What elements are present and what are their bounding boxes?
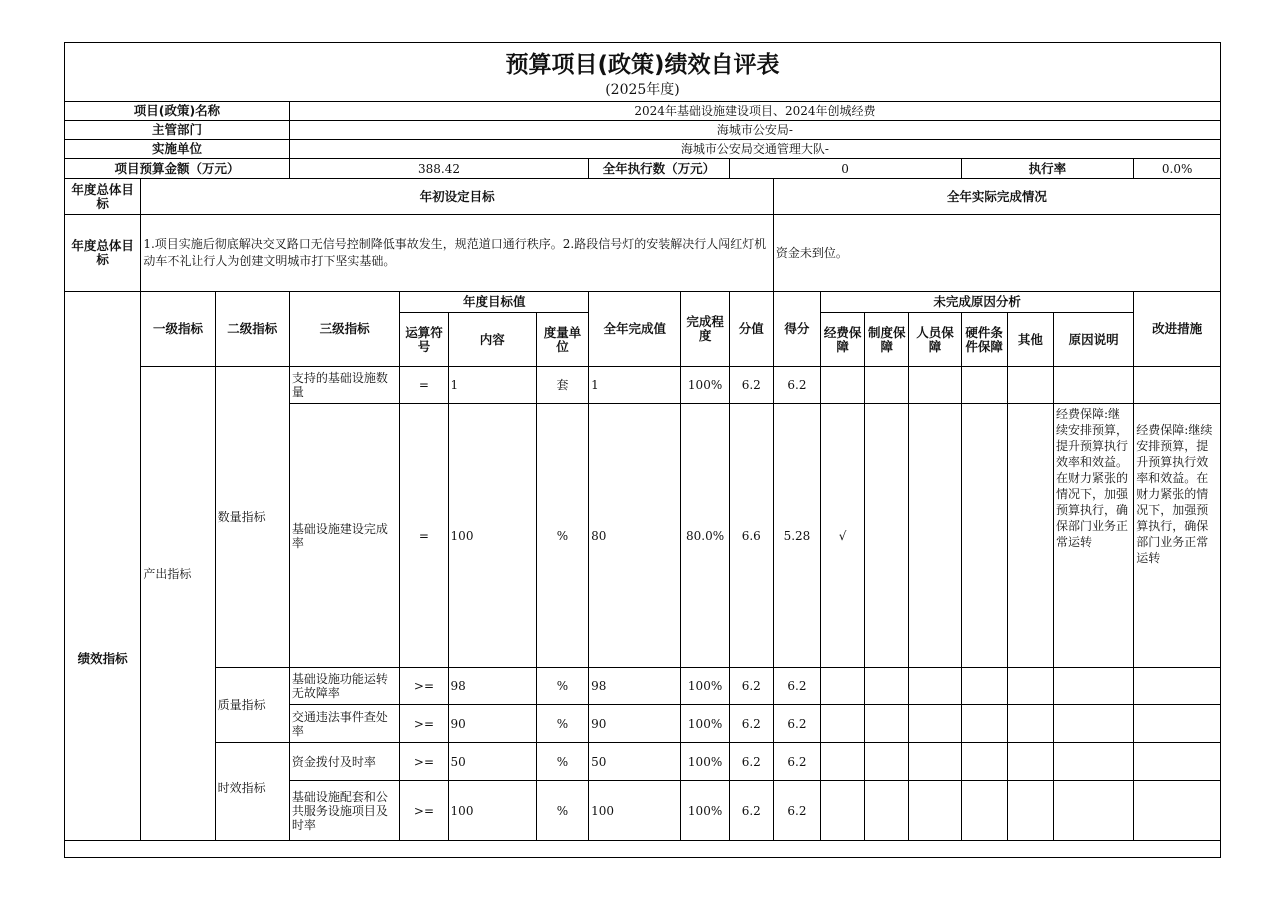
system-cell bbox=[865, 668, 909, 705]
other-cell bbox=[1007, 705, 1053, 743]
improvement-cell bbox=[1134, 743, 1221, 781]
score-cell: 6.2 bbox=[729, 367, 773, 404]
evaluation-table bbox=[64, 42, 1221, 841]
header-level1: 一级指标 bbox=[141, 292, 215, 367]
header-score: 分值 bbox=[729, 292, 773, 367]
page-title: 预算项目(政策)绩效自评表 bbox=[505, 52, 780, 78]
initial-goal-text: 1.项目实施后彻底解决交叉路口无信号控制降低事故发生，规范道口通行秩序。2.路段信号灯的安装解决行人闯红灯机动车不礼让行人为创建文明城市打下坚实基础。 bbox=[141, 215, 774, 292]
got-cell: 6.2 bbox=[773, 668, 820, 705]
unit-label: 实施单位 bbox=[65, 140, 290, 159]
operator-cell: >= bbox=[400, 668, 448, 705]
personnel-cell bbox=[909, 781, 961, 841]
header-got: 得分 bbox=[773, 292, 820, 367]
funding-cell bbox=[821, 705, 865, 743]
header-system: 制度保障 bbox=[865, 313, 909, 367]
explanation-cell bbox=[1053, 705, 1133, 743]
system-cell bbox=[865, 743, 909, 781]
unit-cell: % bbox=[536, 705, 588, 743]
operator-cell: = bbox=[400, 367, 448, 404]
other-cell bbox=[1007, 404, 1053, 668]
funding-cell bbox=[821, 743, 865, 781]
content-cell: 100 bbox=[448, 404, 536, 668]
personnel-cell bbox=[909, 743, 961, 781]
system-cell bbox=[865, 781, 909, 841]
explanation-cell bbox=[1053, 743, 1133, 781]
header-actual: 全年完成值 bbox=[589, 292, 681, 367]
actual-cell: 98 bbox=[589, 668, 681, 705]
score-cell: 6.2 bbox=[729, 743, 773, 781]
hardware-cell bbox=[961, 668, 1007, 705]
unit-cell: % bbox=[536, 404, 588, 668]
header-funding: 经费保障 bbox=[821, 313, 865, 367]
content-cell: 100 bbox=[448, 781, 536, 841]
actual-cell: 50 bbox=[589, 743, 681, 781]
header-reason-group: 未完成原因分析 bbox=[821, 292, 1134, 313]
improvement-cell bbox=[1134, 705, 1221, 743]
header-other: 其他 bbox=[1007, 313, 1053, 367]
header-content: 内容 bbox=[448, 313, 536, 367]
improvement-cell: 经费保障:继续安排预算，提升预算执行效率和效益。在财力紧张的情况下，加强预算执行，确保部门业务正常运转 bbox=[1134, 404, 1221, 668]
improvement-cell bbox=[1134, 668, 1221, 705]
indicators-section-label: 绩效指标 bbox=[65, 292, 141, 841]
initial-goal-header: 年初设定目标 bbox=[141, 179, 774, 215]
score-cell: 6.6 bbox=[729, 404, 773, 668]
budget-value: 388.42 bbox=[289, 159, 588, 179]
header-hardware: 硬件条件保障 bbox=[961, 313, 1007, 367]
unit-cell: 套 bbox=[536, 367, 588, 404]
level2-timeliness: 时效指标 bbox=[215, 743, 289, 841]
dept-label: 主管部门 bbox=[65, 121, 290, 140]
other-cell bbox=[1007, 367, 1053, 404]
dept-value: 海城市公安局- bbox=[289, 121, 1220, 140]
actual-cell: 80 bbox=[589, 404, 681, 668]
funding-cell bbox=[821, 367, 865, 404]
explanation-cell bbox=[1053, 781, 1133, 841]
indicator-name: 基础设施建设完成率 bbox=[289, 404, 399, 668]
header-completion: 完成程度 bbox=[681, 292, 729, 367]
unit-cell: % bbox=[536, 743, 588, 781]
explanation-cell bbox=[1053, 668, 1133, 705]
explanation-cell bbox=[1053, 367, 1133, 404]
completion-cell: 100% bbox=[681, 367, 729, 404]
funding-cell: √ bbox=[821, 404, 865, 668]
score-cell: 6.2 bbox=[729, 781, 773, 841]
content-cell: 90 bbox=[448, 705, 536, 743]
header-improvement: 改进措施 bbox=[1134, 292, 1221, 367]
hardware-cell bbox=[961, 743, 1007, 781]
explanation-cell: 经费保障:继续安排预算，提升预算执行效率和效益。在财力紧张的情况下，加强预算执行，确保部门业务正常运转 bbox=[1053, 404, 1133, 668]
score-cell: 6.2 bbox=[729, 705, 773, 743]
executed-value: 0 bbox=[729, 159, 961, 179]
completion-cell: 100% bbox=[681, 743, 729, 781]
system-cell bbox=[865, 404, 909, 668]
completion-cell: 100% bbox=[681, 705, 729, 743]
level1-output: 产出指标 bbox=[141, 367, 215, 841]
personnel-cell bbox=[909, 404, 961, 668]
unit-cell: % bbox=[536, 668, 588, 705]
got-cell: 6.2 bbox=[773, 781, 820, 841]
self-evaluation-sheet bbox=[64, 42, 1221, 858]
hardware-cell bbox=[961, 404, 1007, 668]
personnel-cell bbox=[909, 668, 961, 705]
improvement-cell bbox=[1134, 781, 1221, 841]
executed-label: 全年执行数（万元） bbox=[589, 159, 730, 179]
improvement-cell bbox=[1134, 367, 1221, 404]
indicator-name: 支持的基础设施数量 bbox=[289, 367, 399, 404]
funding-cell bbox=[821, 781, 865, 841]
operator-cell: >= bbox=[400, 743, 448, 781]
header-level2: 二级指标 bbox=[215, 292, 289, 367]
funding-cell bbox=[821, 668, 865, 705]
personnel-cell bbox=[909, 705, 961, 743]
unit-cell: % bbox=[536, 781, 588, 841]
header-level3: 三级指标 bbox=[289, 292, 399, 367]
completion-cell: 80.0% bbox=[681, 404, 729, 668]
page-subtitle: (2025年度) bbox=[605, 82, 680, 98]
level2-quantity: 数量指标 bbox=[215, 367, 289, 668]
budget-label: 项目预算金额（万元） bbox=[65, 159, 290, 179]
actual-cell: 90 bbox=[589, 705, 681, 743]
header-operator: 运算符号 bbox=[400, 313, 448, 367]
goals-label-header: 年度总体目标 bbox=[65, 179, 141, 215]
system-cell bbox=[865, 367, 909, 404]
indicator-name: 基础设施配套和公共服务设施项目及时率 bbox=[289, 781, 399, 841]
rate-value: 0.0% bbox=[1134, 159, 1221, 179]
actual-cell: 1 bbox=[589, 367, 681, 404]
title-cell bbox=[65, 43, 1221, 102]
header-personnel: 人员保障 bbox=[909, 313, 961, 367]
hardware-cell bbox=[961, 705, 1007, 743]
header-unit: 度量单位 bbox=[536, 313, 588, 367]
content-cell: 98 bbox=[448, 668, 536, 705]
got-cell: 6.2 bbox=[773, 367, 820, 404]
completion-cell: 100% bbox=[681, 781, 729, 841]
table-row bbox=[65, 668, 1221, 705]
completion-cell: 100% bbox=[681, 668, 729, 705]
actual-status-header: 全年实际完成情况 bbox=[773, 179, 1220, 215]
rate-label: 执行率 bbox=[961, 159, 1134, 179]
level2-quality: 质量指标 bbox=[215, 668, 289, 743]
unit-value: 海城市公安局交通管理大队- bbox=[289, 140, 1220, 159]
project-name-label: 项目(政策)名称 bbox=[65, 102, 290, 121]
header-explanation: 原因说明 bbox=[1053, 313, 1133, 367]
header-target-group: 年度目标值 bbox=[400, 292, 589, 313]
personnel-cell bbox=[909, 367, 961, 404]
indicator-name: 交通违法事件查处率 bbox=[289, 705, 399, 743]
system-cell bbox=[865, 705, 909, 743]
content-cell: 50 bbox=[448, 743, 536, 781]
indicator-name: 基础设施功能运转无故障率 bbox=[289, 668, 399, 705]
operator-cell: >= bbox=[400, 781, 448, 841]
hardware-cell bbox=[961, 367, 1007, 404]
operator-cell: = bbox=[400, 404, 448, 668]
project-name-value: 2024年基础设施建设项目、2024年创城经费 bbox=[289, 102, 1220, 121]
other-cell bbox=[1007, 743, 1053, 781]
got-cell: 6.2 bbox=[773, 743, 820, 781]
indicator-name: 资金拨付及时率 bbox=[289, 743, 399, 781]
other-cell bbox=[1007, 668, 1053, 705]
other-cell bbox=[1007, 781, 1053, 841]
goals-label: 年度总体目标 bbox=[65, 215, 141, 292]
table-row bbox=[65, 743, 1221, 781]
got-cell: 6.2 bbox=[773, 705, 820, 743]
actual-status-text: 资金未到位。 bbox=[773, 215, 1220, 292]
hardware-cell bbox=[961, 781, 1007, 841]
table-row bbox=[65, 367, 1221, 404]
operator-cell: >= bbox=[400, 705, 448, 743]
score-cell: 6.2 bbox=[729, 668, 773, 705]
content-cell: 1 bbox=[448, 367, 536, 404]
got-cell: 5.28 bbox=[773, 404, 820, 668]
actual-cell: 100 bbox=[589, 781, 681, 841]
